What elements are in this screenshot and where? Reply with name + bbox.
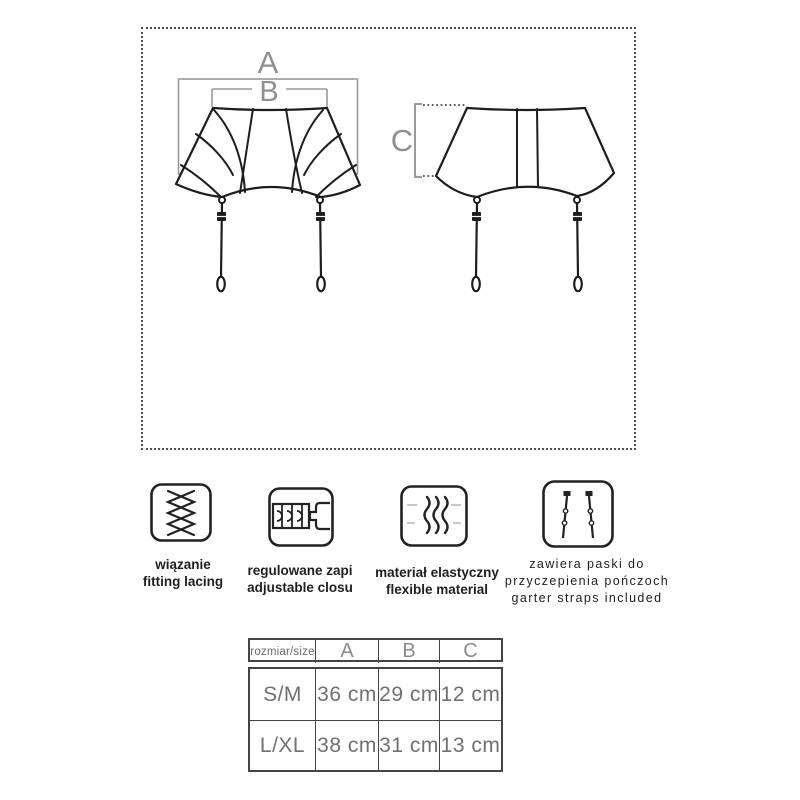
dim-c-bracket: [415, 104, 422, 177]
front-garment-outline: [176, 108, 360, 197]
feature-label-line: zawiera paski do: [529, 557, 645, 571]
size-table-header-cell: A: [315, 640, 378, 663]
feature-label-line: przyczepienia pończoch: [504, 574, 670, 588]
value-cell: 38 cm: [315, 721, 378, 770]
front-view-drawing: [176, 45, 360, 291]
value-cell: 31 cm: [378, 721, 439, 770]
back-garter-straps: [472, 197, 582, 291]
feature-label-garter-straps: [492, 556, 682, 607]
size-table-header: [248, 638, 503, 662]
feature-label-flexible-material: [360, 564, 514, 598]
feature-label-line: regulowane zapi: [247, 563, 353, 578]
feature-label-line: fitting lacing: [142, 574, 224, 589]
size-cell: L/XL: [259, 733, 306, 757]
size-table-header-cell: C: [439, 640, 501, 663]
feature-label-line: wiązanie: [155, 557, 211, 572]
dim-a-label: A: [257, 45, 279, 80]
feature-label-line: flexible material: [385, 582, 489, 597]
size-cell: S/M: [263, 682, 302, 706]
feature-label-line: materiał elastyczny: [375, 565, 499, 580]
garter-straps-icon: [542, 480, 614, 548]
feature-label-line: adjustable closu: [247, 580, 353, 595]
back-view-drawing: [391, 104, 614, 291]
adjustable-closure-icon: [268, 487, 334, 547]
lacing-icon: [150, 483, 212, 542]
size-table-header-cell: B: [378, 640, 439, 663]
size-table-row: [250, 669, 501, 720]
size-table-row: [250, 720, 501, 770]
dim-b-label: B: [259, 76, 279, 108]
front-garter-straps: [217, 197, 325, 291]
value-cell: 29 cm: [378, 669, 439, 720]
dim-c-label: C: [390, 123, 414, 158]
back-garment-outline: [436, 108, 614, 197]
value-cell: 13 cm: [439, 721, 501, 770]
flexible-material-icon: [400, 485, 468, 547]
feature-label-adjustable-closure: [232, 562, 368, 596]
size-table-header-cell: rozmiar/size: [250, 645, 315, 658]
feature-label-line: garter straps included: [511, 591, 663, 605]
value-cell: 12 cm: [439, 669, 501, 720]
feature-label-lacing: [125, 556, 241, 590]
value-cell: 36 cm: [315, 669, 378, 720]
size-table-body: [248, 667, 503, 772]
